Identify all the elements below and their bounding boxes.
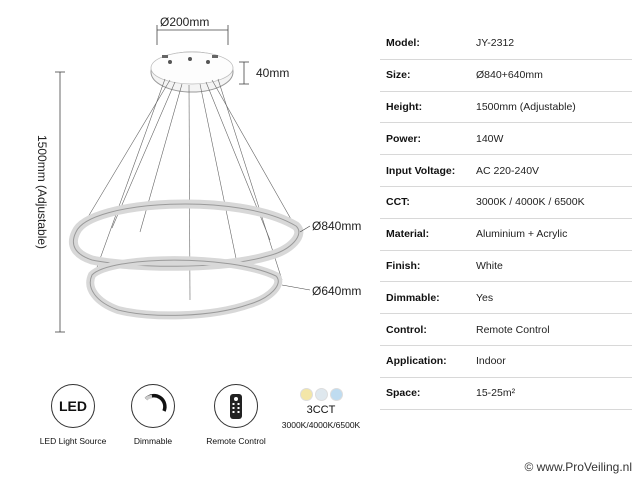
- outer-ring-label: Ø840mm: [312, 219, 362, 233]
- watermark: © www.ProVeiling.nl: [524, 460, 632, 474]
- spec-key: Size:: [386, 69, 411, 82]
- spec-value: Remote Control: [476, 323, 550, 336]
- spec-value: Yes: [476, 291, 494, 304]
- inner-ring-label: Ø640mm: [312, 284, 362, 298]
- feature-led: [38, 384, 108, 446]
- spec-row: [380, 60, 632, 92]
- canopy-height-label: 40mm: [256, 66, 290, 80]
- spec-row: [380, 346, 632, 378]
- spec-table: [380, 28, 632, 410]
- spec-value: 1500mm (Adjustable): [476, 100, 576, 113]
- feature-cct: [276, 384, 366, 430]
- spec-row: [380, 219, 632, 251]
- spec-row: [380, 314, 632, 346]
- spec-row: [380, 155, 632, 187]
- spec-key: Height:: [386, 100, 423, 113]
- spec-key: CCT:: [386, 196, 410, 209]
- cct-title: 3CCT: [306, 404, 336, 416]
- led-icon: LED: [51, 384, 95, 428]
- spec-key: Finish:: [386, 259, 421, 272]
- spec-value: JY-2312: [476, 37, 515, 50]
- spec-row: [380, 187, 632, 219]
- cct-warm-dot: [300, 388, 313, 401]
- total-height-label: 1500mm (Adjustable): [35, 135, 49, 250]
- spec-key: Power:: [386, 132, 422, 145]
- spec-key: Control:: [386, 323, 427, 336]
- spec-row: [380, 123, 632, 155]
- spec-value: White: [476, 259, 503, 272]
- feature-dimmable: [118, 384, 188, 446]
- spec-key: Model:: [386, 37, 420, 50]
- feature-remote: [200, 384, 272, 446]
- dimmable-icon: [131, 384, 175, 428]
- dimmable-caption: Dimmable: [133, 436, 173, 446]
- spec-row: [380, 92, 632, 124]
- cct-cool-dot: [330, 388, 343, 401]
- cct-neutral-dot: [315, 388, 328, 401]
- spec-key: Input Voltage:: [386, 164, 456, 177]
- cct-caption: 3000K/4000K/6500K: [281, 420, 361, 430]
- remote-caption: Remote Control: [206, 436, 266, 446]
- spec-value: 15-25m²: [476, 387, 516, 400]
- spec-row: [380, 282, 632, 314]
- cct-color-dots-icon: [276, 388, 366, 400]
- spec-value: 3000K / 4000K / 6500K: [476, 196, 585, 209]
- spec-row: [380, 251, 632, 283]
- spec-value: Ø840+640mm: [476, 69, 543, 82]
- spec-row: [380, 378, 632, 410]
- feature-icons: [0, 384, 380, 454]
- spec-value: 140W: [476, 132, 504, 145]
- spec-row: [380, 28, 632, 60]
- canopy-diameter-label: Ø200mm: [160, 15, 210, 29]
- spec-key: Material:: [386, 228, 430, 241]
- led-caption: LED Light Source: [39, 436, 107, 446]
- remote-control-icon: [214, 384, 258, 428]
- spec-value: Indoor: [476, 355, 506, 368]
- spec-key: Dimmable:: [386, 291, 440, 304]
- spec-value: Aluminium + Acrylic: [476, 228, 568, 241]
- spec-value: AC 220-240V: [476, 164, 540, 177]
- spec-key: Space:: [386, 387, 421, 400]
- spec-key: Application:: [386, 355, 447, 368]
